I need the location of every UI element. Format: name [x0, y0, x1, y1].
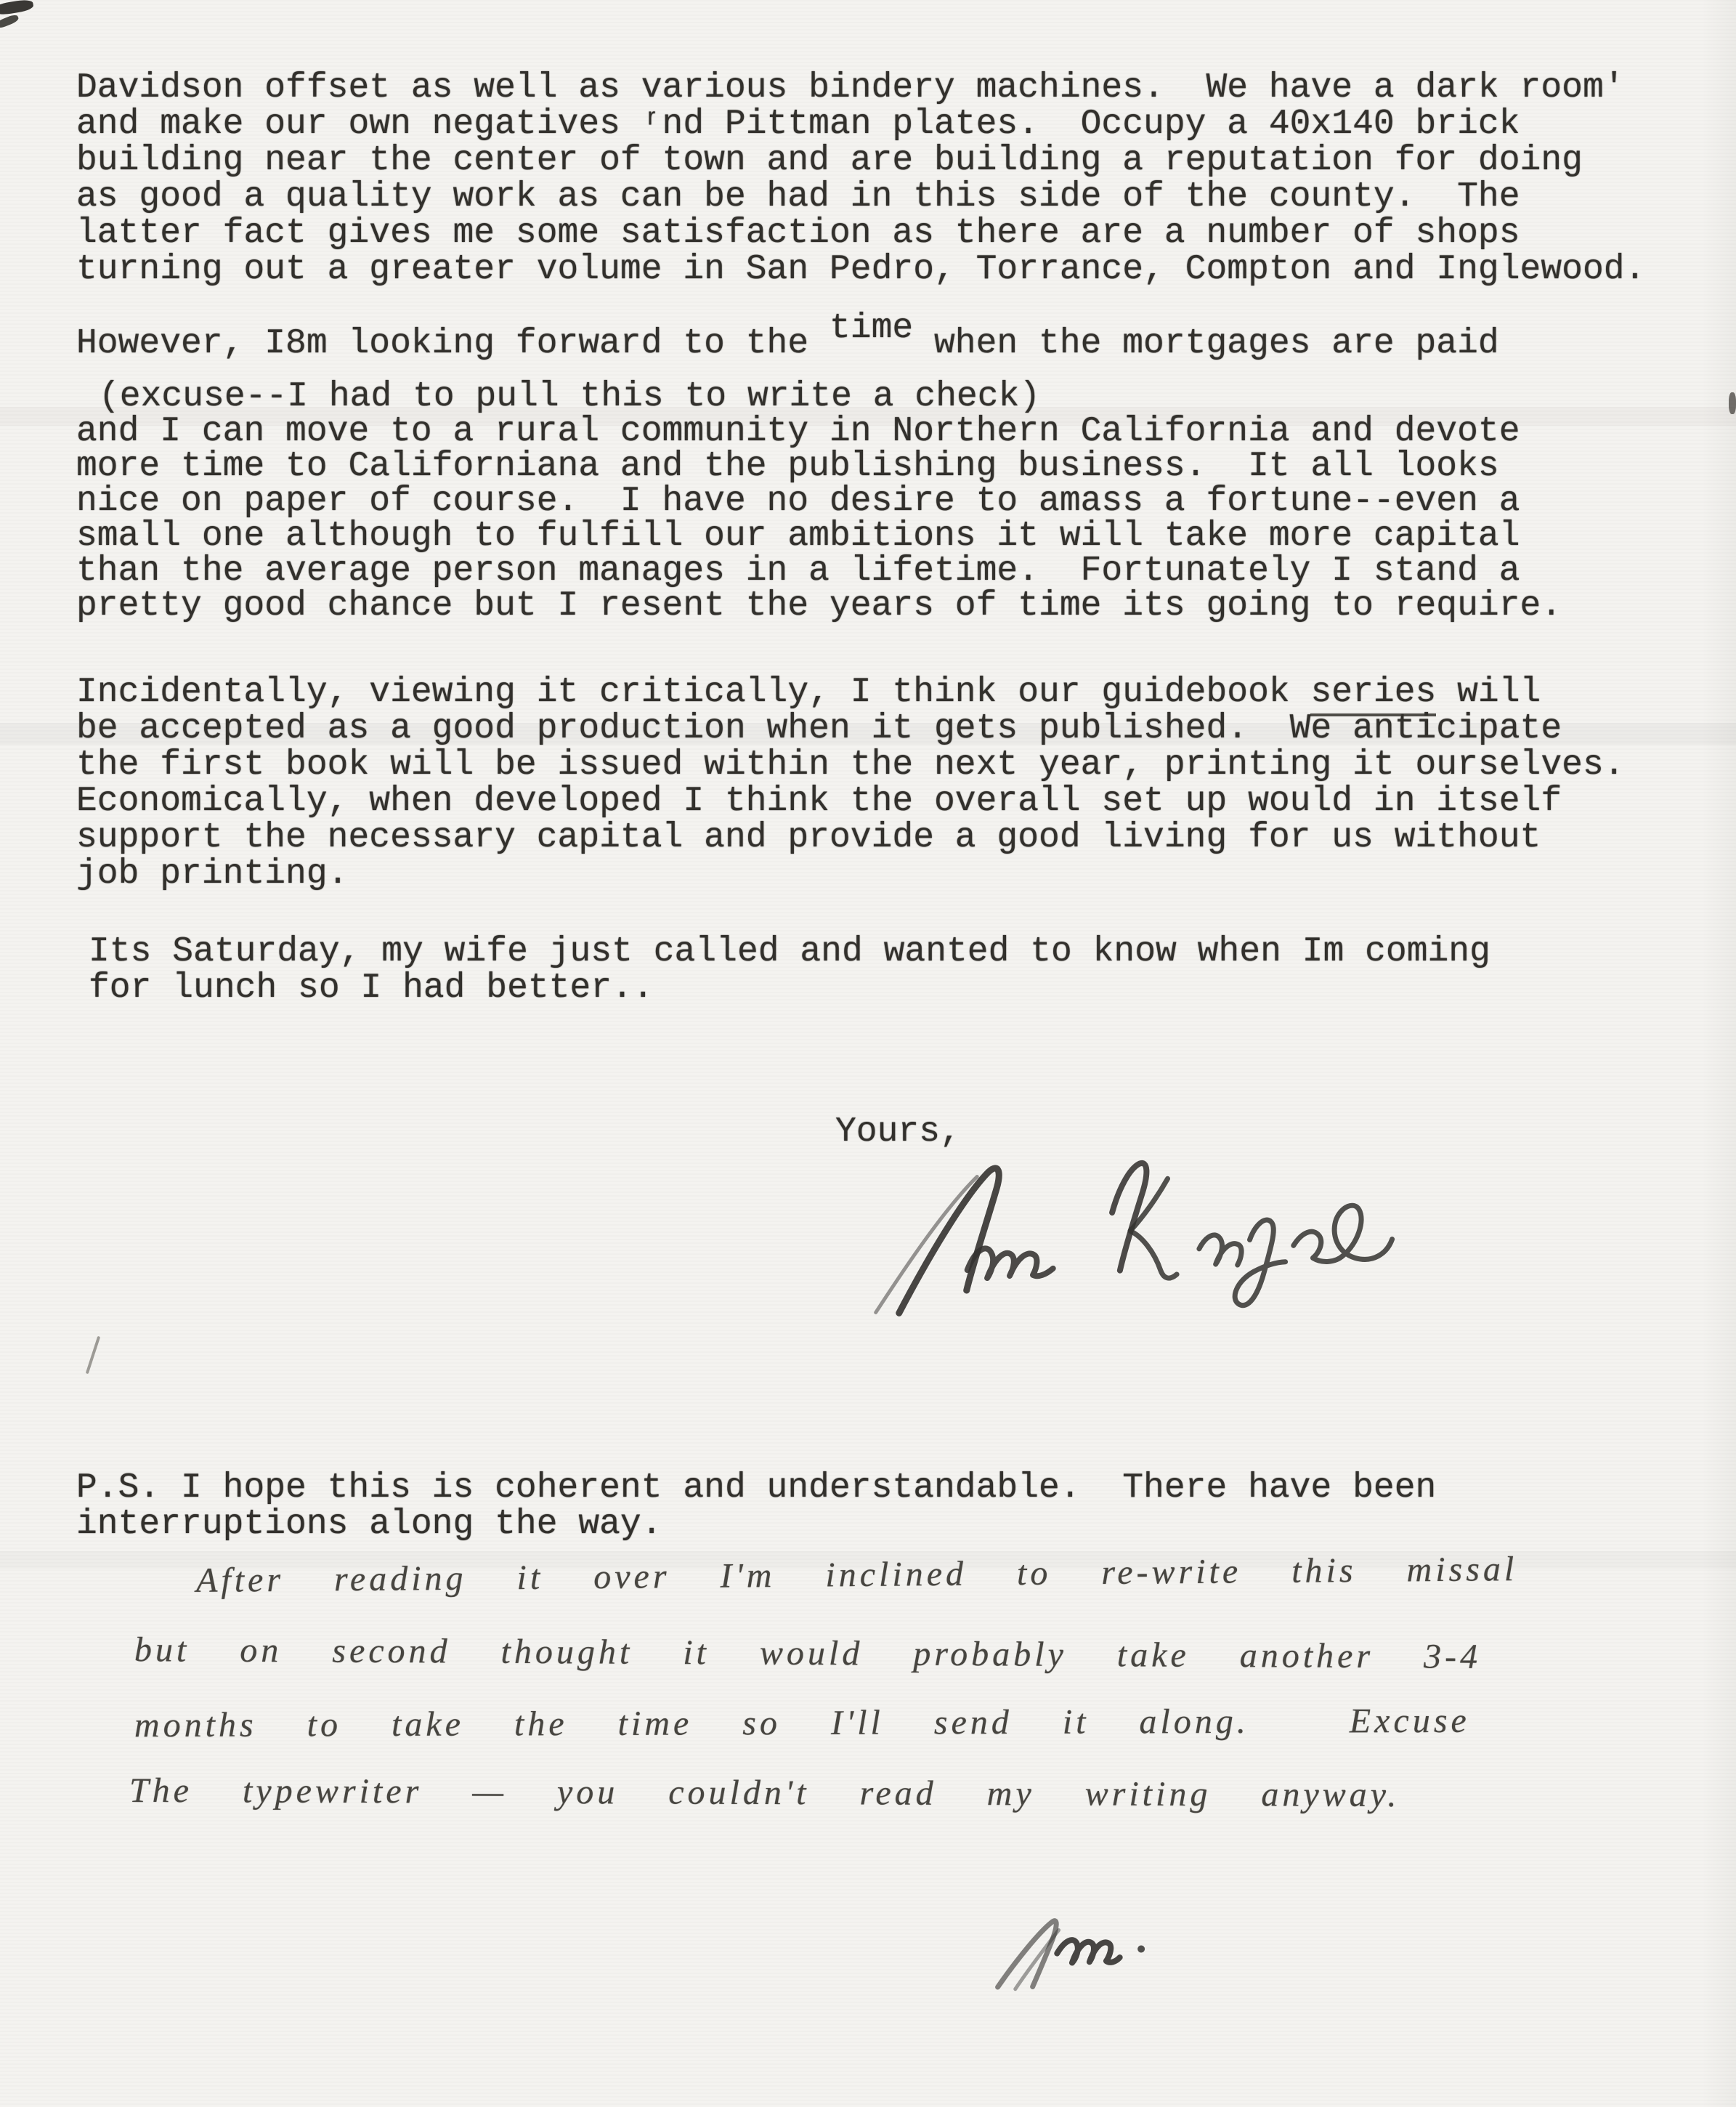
- ink-smudge: [0, 0, 34, 16]
- typed-line: latter fact gives me some satisfaction as there are a number of shops: [76, 214, 1520, 253]
- handwritten-line: After reading it over I'm inclined to re-write this missal: [195, 1550, 1518, 1600]
- typed-line: and make our own negatives ʳnd Pittman plates. Occupy a 40x140 brick: [76, 105, 1520, 144]
- handwritten-line: months to take the time so I'll send it along. Excuse: [134, 1701, 1470, 1745]
- postscript: [76, 1470, 1436, 1542]
- typed-line: support the necessary capital and provide a good living for us without: [76, 818, 1541, 857]
- typed-line: (excuse--I had to pull this to write a check): [99, 377, 1041, 416]
- typed-line: Its Saturday, my wife just called and wanted to know when Im coming: [89, 932, 1490, 971]
- typed-line: turning out a greater volume in San Pedro, Torrance, Compton and Inglewood.: [76, 250, 1646, 289]
- handwritten-line: The typewriter — you couldn't read my writing anyway.: [129, 1771, 1400, 1815]
- typed-line: interruptions along the way.: [76, 1505, 662, 1544]
- typed-line: Davidson offset as well as various bindery machines. We have a dark room': [76, 68, 1625, 108]
- typed-line: nice on paper of course. I have no desire to amass a fortune--even a: [76, 482, 1520, 521]
- signature: [854, 1133, 1412, 1330]
- paragraph-2: [76, 412, 1562, 626]
- handwritten-line: but on second thought it would probably take another 3-4: [134, 1630, 1482, 1676]
- typed-line: P.S. I hope this is coherent and understandable. There have been: [76, 1468, 1437, 1508]
- typed-line: and I can move to a rural community in Northern California and devote: [76, 412, 1520, 451]
- typed-line: as good a quality work as can be had in this side of the county. The: [76, 177, 1520, 217]
- typed-line: building near the center of town and are building a reputation for doing: [76, 141, 1583, 180]
- scan-edge-shadow: [1701, 0, 1736, 2107]
- paragraph-2-line-1: [76, 309, 1499, 363]
- ink-smudge: [1729, 392, 1736, 414]
- ps-signature: [982, 1899, 1204, 1998]
- typed-line: more time to Californiana and the publishing business. It all looks: [76, 447, 1499, 486]
- typed-line: for lunch so I had better..: [89, 968, 654, 1008]
- typed-text: when the mortgages are paid: [913, 324, 1499, 363]
- typed-line: small one although to fulfill our ambitions it will take more capital: [76, 517, 1520, 556]
- typed-line: pretty good chance but I resent the years of time its going to require.: [76, 586, 1562, 626]
- typed-line: [76, 674, 1625, 711]
- pen-stray-mark: [86, 1336, 100, 1375]
- typed-text: However, I8m looking forward to the: [76, 324, 830, 363]
- typed-line: than the average person manages in a lifetime. Fortunately I stand a: [76, 551, 1520, 591]
- typed-line: job printing.: [76, 854, 349, 894]
- valediction: [835, 1114, 961, 1150]
- typed-line: Economically, when developed I think the overall set up would in itself: [76, 782, 1562, 821]
- typed-text: will: [1436, 673, 1541, 712]
- typed-line: be accepted as a good production when it gets published. We anticipate: [76, 709, 1562, 748]
- underlined-word: series: [1310, 673, 1436, 716]
- typed-text: Incidentally, viewing it critically, I think our guidebook: [76, 673, 1311, 712]
- paragraph-2-aside: [99, 379, 1040, 415]
- paragraph-4: [89, 934, 1490, 1006]
- ink-smudge: [0, 13, 20, 29]
- typed-line: [76, 309, 1499, 363]
- typed-line: the first book will be issued within the next year, printing it ourselves.: [76, 745, 1625, 785]
- typed-line: Yours,: [835, 1112, 961, 1152]
- paragraph-1: [76, 70, 1645, 288]
- raised-word: time: [829, 309, 914, 348]
- paragraph-3: [76, 674, 1625, 892]
